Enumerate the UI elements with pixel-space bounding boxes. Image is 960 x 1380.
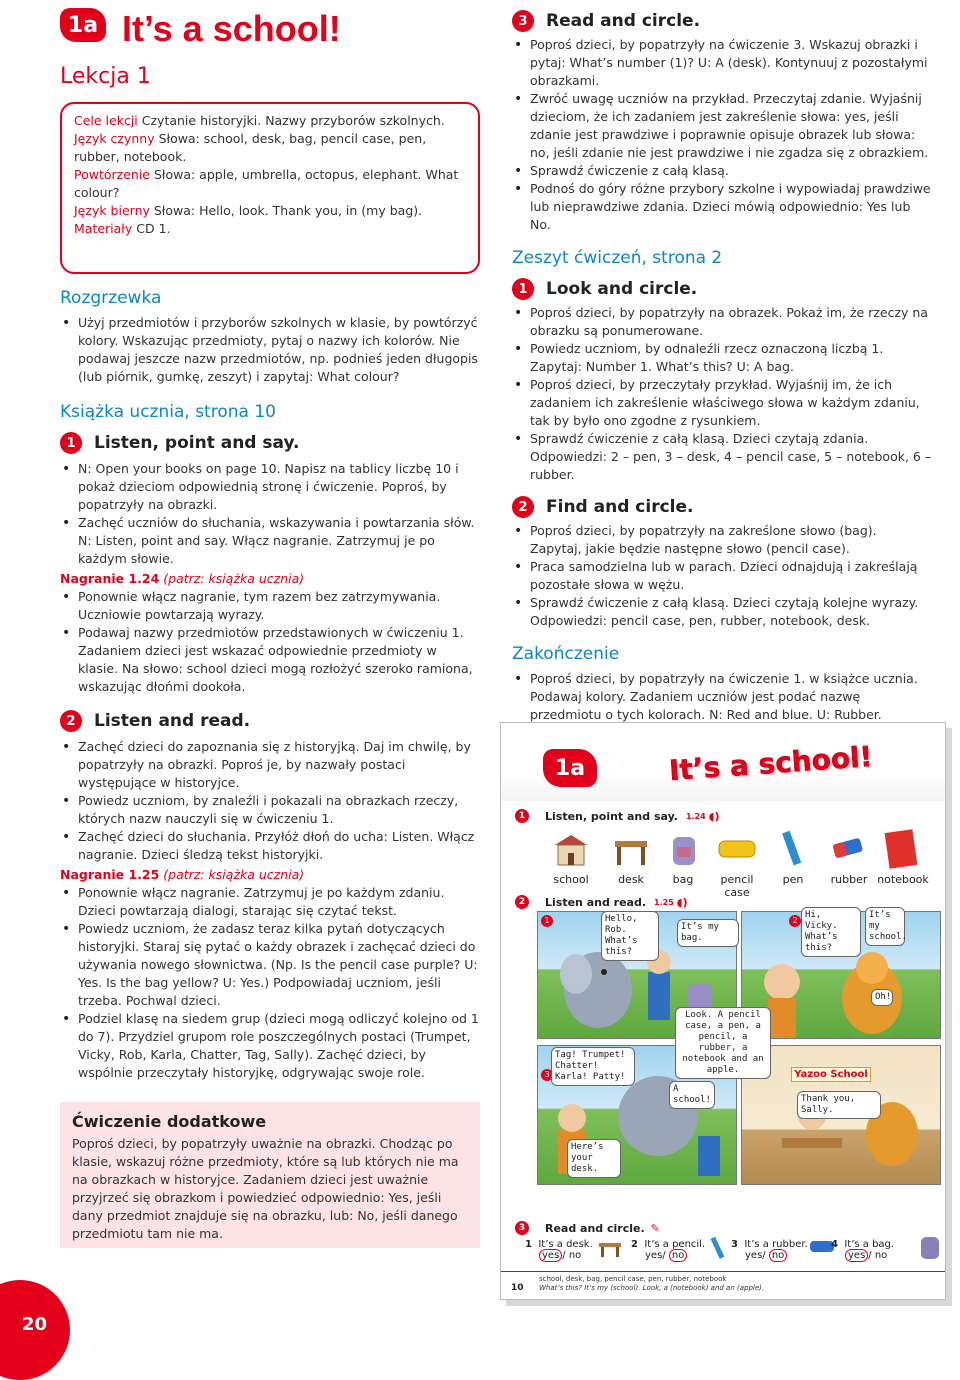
answer-no: no	[568, 1250, 582, 1261]
list-item: • Ponownie włącz nagranie, tym razem bez zatrzymywania. Uczniowie powtarzają wyrazy.	[60, 588, 480, 624]
recording-note: (patrz: książka ucznia)	[163, 867, 305, 882]
word-label: pen	[782, 873, 804, 886]
thumb-badge: 1a	[543, 749, 597, 787]
thumb-ex-title: Read and circle.	[545, 1221, 645, 1235]
extra-title: Ćwiczenie dodatkowe	[72, 1112, 267, 1131]
pencil-case-picture	[717, 837, 757, 861]
objective-text: CD 1.	[136, 221, 171, 236]
thumb-footer-bar	[501, 1271, 946, 1272]
exercise-list	[60, 738, 480, 864]
lesson-label: Lekcja 1	[60, 64, 151, 89]
item-number: 4	[831, 1239, 838, 1250]
pen-picture	[779, 827, 805, 873]
objective-label: Język czynny	[74, 131, 155, 146]
item-number: 1	[525, 1239, 532, 1250]
exercise-list	[60, 460, 480, 568]
list-item: • Poproś dzieci, by popatrzyły na ćwiczenie 3. Wskazuj obrazki i pytaj: What’s number (1)? U: A (desk). Kontynuuj z pozostałymi obrazkami.	[512, 36, 932, 90]
list-item: • Sprawdź ćwiczenie z całą klasą.	[512, 162, 932, 180]
item-text: It’s a pencil.	[644, 1239, 706, 1250]
item-text: It’s a rubber.	[744, 1239, 808, 1250]
page-title: It’s a school!	[122, 8, 341, 49]
school-picture	[551, 831, 591, 867]
exercise-list	[60, 588, 480, 696]
bag-picture	[669, 829, 699, 869]
objective-row	[74, 220, 466, 238]
list-item: • Podawaj nazwy przedmiotów przedstawionych w ćwiczeniu 1. Zadaniem dzieci jest wskazać odpowiednie przedmioty w klasie. Na słowo: school dzieci mogą rozłożyć szeroko ramiona, wskazując dłońmi dookoła.	[60, 624, 480, 696]
answer-no-circled: no	[669, 1249, 687, 1262]
thumb-ex1-heading	[515, 809, 720, 823]
desk-picture-small	[597, 1237, 623, 1259]
objective-row	[74, 112, 466, 130]
ending-heading: Zakończenie	[512, 644, 620, 664]
list-item: • Powiedz uczniom, by znaleźli i pokazali na obrazkach rzeczy, których nazw nauczyli się w ćwiczeniu 1.	[60, 792, 480, 828]
footer-phrases: What’s this? It’s my (school). Look, a (notebook) and an (apple).	[539, 1284, 765, 1292]
list-item: • Zachęć dzieci do zapoznania się z historyjką. Daj im chwilę, by popatrzyły na obrazki. Poproś je, by nazwały postaci występujące w historyjce.	[60, 738, 480, 792]
list-item: • Ponownie włącz nagranie. Zatrzymuj je po każdym zdaniu. Dzieci powtarzają dialogi, starając się czytać tekst.	[60, 884, 480, 920]
item-number: 3	[731, 1239, 738, 1250]
exercise-title: Listen and read.	[94, 711, 251, 731]
list-item: • N: Open your books on page 10. Napisz na tablicy liczbę 10 i pokaż dzieciom odpowiednią stronę i ćwiczenie. Poproś, by popatrzyły na obrazki.	[60, 460, 480, 514]
objective-text: Słowa: school, desk, bag, pencil case, pen, rubber, notebook.	[74, 131, 427, 164]
answer-no: no	[874, 1250, 888, 1261]
studentbook-thumbnail	[500, 722, 946, 1300]
pen-picture-small	[707, 1235, 727, 1261]
exercise-list	[512, 36, 932, 234]
left-column	[60, 288, 480, 1082]
word-label: bag	[672, 873, 694, 886]
speech-bubble: Oh!	[871, 989, 893, 1006]
bag-picture-small	[919, 1233, 941, 1261]
thumb-ex2-heading	[515, 895, 688, 909]
list-item: • Poproś dzieci, by popatrzyły na zakreślone słowo (bag). Zapytaj, jakie będzie następne słowo (pencil case).	[512, 522, 932, 558]
item-text: It’s a bag.	[844, 1239, 895, 1250]
warmup-heading: Rozgrzewka	[60, 288, 162, 308]
answer-separator: /	[868, 1250, 872, 1261]
notebook-picture	[883, 827, 919, 871]
thumb-ex-number: 3	[515, 1221, 529, 1235]
desk-picture	[611, 833, 651, 867]
extra-text: Poproś dzieci, by popatrzyły uważnie na obrazki. Chodząc po klasie, wskazuj różne przedmioty, które są lub których nie ma na obrazkach w historyjce. Zadaniem dzieci jest uważnie przyjrzeć się obrazkom i powiedzieć odpowiednio: Yes, jeśli dany przedmiot znajduje się na obrazku, lub: No, jeśli danego przedmiotu tam nie ma.	[72, 1136, 459, 1241]
exercise-title: Read and circle.	[546, 11, 701, 31]
objective-label: Materiały	[74, 221, 133, 236]
list-item: • Podziel klasę na siedem grup (dzieci mogą odliczyć kolejno od 1 do 7). Przydziel grupom role poszczególnych postaci (Trumpet, Vicky, Rob, Karla, Chatter, Tag, Sally). Zachęć dzieci, by wspólnie przeczytały historyjkę, odgrywając swoje role.	[60, 1010, 480, 1082]
word-label: pencil case	[720, 873, 754, 899]
exercise-number: 2	[512, 496, 534, 518]
exercise-number: 2	[60, 710, 82, 732]
item-number: 2	[631, 1239, 638, 1250]
objective-row	[74, 202, 466, 220]
rubber-picture	[831, 837, 865, 861]
word-label: desk	[618, 873, 644, 886]
list-item: • Praca samodzielna lub w parach. Dzieci odnajdują i zakreślają pozostałe słowa w wężu.	[512, 558, 932, 594]
footer-words: school, desk, bag, pencil case, pen, rubber, notebook	[539, 1275, 727, 1283]
exercise-list	[512, 522, 932, 630]
answer-yes-circled: yes	[539, 1249, 562, 1262]
list-item: • Sprawdź ćwiczenie z całą klasą. Dzieci czytają kolejne wyrazy. Odpowiedzi: pencil case, pen, rubber, notebook, desk.	[512, 594, 932, 630]
answer-separator: /	[562, 1250, 566, 1261]
exercise-list	[60, 884, 480, 1082]
recording-label: Nagranie 1.24	[60, 571, 160, 586]
speech-bubble: Hi, Vicky. What’s this?	[801, 907, 861, 957]
speech-bubble: Here’s your desk.	[567, 1139, 621, 1178]
exercise-title: Find and circle.	[546, 497, 694, 517]
ex3-item-4	[831, 1239, 931, 1261]
exercise-number: 3	[512, 10, 534, 32]
panel-number: 1	[541, 915, 553, 927]
speaker-icon: ◖)	[676, 895, 688, 909]
right-column	[512, 10, 932, 742]
thumb-ex-number: 2	[515, 895, 529, 909]
word-label: notebook	[877, 873, 929, 886]
list-item: • Poproś dzieci, by popatrzyły na obrazek. Pokaż im, że rzeczy na obrazku są ponumerowane.	[512, 304, 932, 340]
word-label: school	[553, 873, 589, 886]
answer-yes: yes	[645, 1250, 663, 1261]
recording-line	[60, 570, 480, 588]
list-item: • Powiedz uczniom, że zadasz teraz kilka pytań dotyczących historyjki. Staraj się pytać o każdy obrazek i zachęcać dzieci do używania nowego słownictwa. (Np. Is the pencil case purple? U: Yes. Is the bag yellow? U: Yes.) Podpowiadaj uczniom, jeśli trzeba. Pochwal dzieci.	[60, 920, 480, 1010]
speech-bubble: Hello, Rob. What’s this?	[601, 911, 659, 961]
exercise-title: Listen, point and say.	[94, 433, 300, 453]
objective-text: Słowa: Hello, look. Thank you, in (my bag).	[153, 203, 423, 218]
list-item: • Sprawdź ćwiczenie z całą klasą. Dzieci czytają zdania. Odpowiedzi: 2 – pen, 3 – desk, 4 – pencil case, 5 – notebook, 6 – rubber.	[512, 430, 932, 484]
list-item: • Użyj przedmiotów i przyborów szkolnych w klasie, by powtórzyć kolory. Wskazując przedmioty, pytaj o nazwy ich kolorów. Nie podawaj jeszcze nazw przedmiotów, np. podnieś jeden długopis (lub piórnik, gumkę, zeszyt) i zapytaj: What colour?	[60, 314, 480, 386]
thumb-track: 1.25	[654, 897, 674, 907]
objectives-box	[60, 102, 480, 274]
extra-exercise-box	[60, 1102, 480, 1248]
panel-number: 2	[789, 915, 801, 927]
thumb-track: 1.24	[685, 811, 706, 821]
studentbook-heading: Książka ucznia, strona 10	[60, 402, 276, 422]
answer-no-circled: no	[769, 1249, 787, 1262]
thumb-page-number: 10	[511, 1283, 524, 1293]
list-item: • Zwróć uwagę uczniów na przykład. Przeczytaj zdanie. Wyjaśnij dzieciom, że ich zadaniem jest zakreślenie słowa: yes, jeśli zdanie jest prawdziwe i poprawnie opisuje obrazek lub słowa: no, jeśli zdanie nie jest prawdziwe i nie zgadza się z obrazkiem.	[512, 90, 932, 162]
objective-text: Czytanie historyjki. Nazwy przyborów szkolnych.	[141, 113, 445, 128]
speech-bubble: It’s my bag.	[677, 919, 739, 947]
workbook-heading: Zeszyt ćwiczeń, strona 2	[512, 248, 723, 268]
objective-label: Powtórzenie	[74, 167, 150, 182]
exercise-heading	[60, 710, 480, 732]
exercise-heading	[512, 496, 932, 518]
objective-row	[74, 166, 466, 202]
page-number: 20	[22, 1314, 48, 1335]
school-sign: Yazoo School	[791, 1067, 871, 1082]
word-label: rubber	[830, 873, 868, 886]
panel-number: 3	[541, 1069, 553, 1081]
objective-text: Słowa: apple, umbrella, octopus, elephant. What colour?	[74, 167, 459, 200]
answer-yes-circled: yes	[845, 1249, 868, 1262]
thumb-ex3-heading	[515, 1221, 660, 1235]
answer-separator: /	[662, 1250, 666, 1261]
lesson-badge: 1a	[60, 8, 106, 42]
warmup-list	[60, 314, 480, 386]
item-text: It’s a desk.	[538, 1239, 593, 1250]
objective-label: Język bierny	[74, 203, 150, 218]
speech-bubble: Look. A pencil case, a pen, a pencil, a rubber, a notebook and an apple.	[675, 1007, 771, 1079]
thumb-ex-title: Listen, point and say.	[545, 809, 678, 823]
list-item: • Zachęć uczniów do słuchania, wskazywania i powtarzania słów. N: Listen, point and say. Włącz nagranie. Zatrzymuj je po każdym słowie.	[60, 514, 480, 568]
recording-label: Nagranie 1.25	[60, 867, 160, 882]
objective-row	[74, 130, 466, 166]
exercise-list	[512, 304, 932, 484]
list-item: • Podnoś do góry różne przybory szkolne i wypowiadaj prawdziwe lub nieprawdziwe zdania. Dzieci mówią odpowiednio: Yes lub No.	[512, 180, 932, 234]
pencil-icon: ✎	[650, 1221, 660, 1235]
exercise-heading	[512, 10, 932, 32]
thumb-ex-title: Listen and read.	[545, 895, 647, 909]
answer-separator: /	[762, 1250, 766, 1261]
speech-bubble: Tag! Trumpet! Chatter! Karla! Patty!	[551, 1047, 635, 1086]
list-item: • Poproś dzieci, by przeczytały przykład. Wyjaśnij im, że ich zadaniem ich zakreślenie właściwego słowa w każdym zdaniu, tak by było ono zgodne z rysunkiem.	[512, 376, 932, 430]
thumb-title: It’s a school!	[668, 739, 874, 788]
recording-line	[60, 866, 480, 884]
speech-bubble: Thank you, Sally.	[797, 1091, 881, 1119]
objective-label: Cele lekcji	[74, 113, 138, 128]
exercise-heading	[60, 432, 480, 454]
list-item: • Poproś dzieci, by popatrzyły na ćwiczenie 1. w książce ucznia. Podawaj kolory. Zadaniem uczniów jest podać nazwę przedmiotu o tych kolorach. N: Red and blue. U: Rubber.	[512, 670, 932, 724]
exercise-number: 1	[60, 432, 82, 454]
thumb-ex-number: 1	[515, 809, 529, 823]
answer-yes: yes	[745, 1250, 763, 1261]
exercise-heading	[512, 278, 932, 300]
speaker-icon: ◖)	[708, 809, 720, 823]
speech-bubble: It’s my school.	[865, 907, 905, 946]
exercise-number: 1	[512, 278, 534, 300]
exercise-title: Look and circle.	[546, 279, 698, 299]
recording-note: (patrz: książka ucznia)	[163, 571, 305, 586]
speech-bubble: A school!	[669, 1081, 715, 1109]
list-item: • Powiedz uczniom, by odnaleźli rzecz oznaczoną liczbą 1. Zapytaj: Number 1. What’s this? U: A bag.	[512, 340, 932, 376]
list-item: • Zachęć dzieci do słuchania. Przyłóż dłoń do ucha: Listen. Włącz nagranie. Dzieci śledzą tekst historyjki.	[60, 828, 480, 864]
